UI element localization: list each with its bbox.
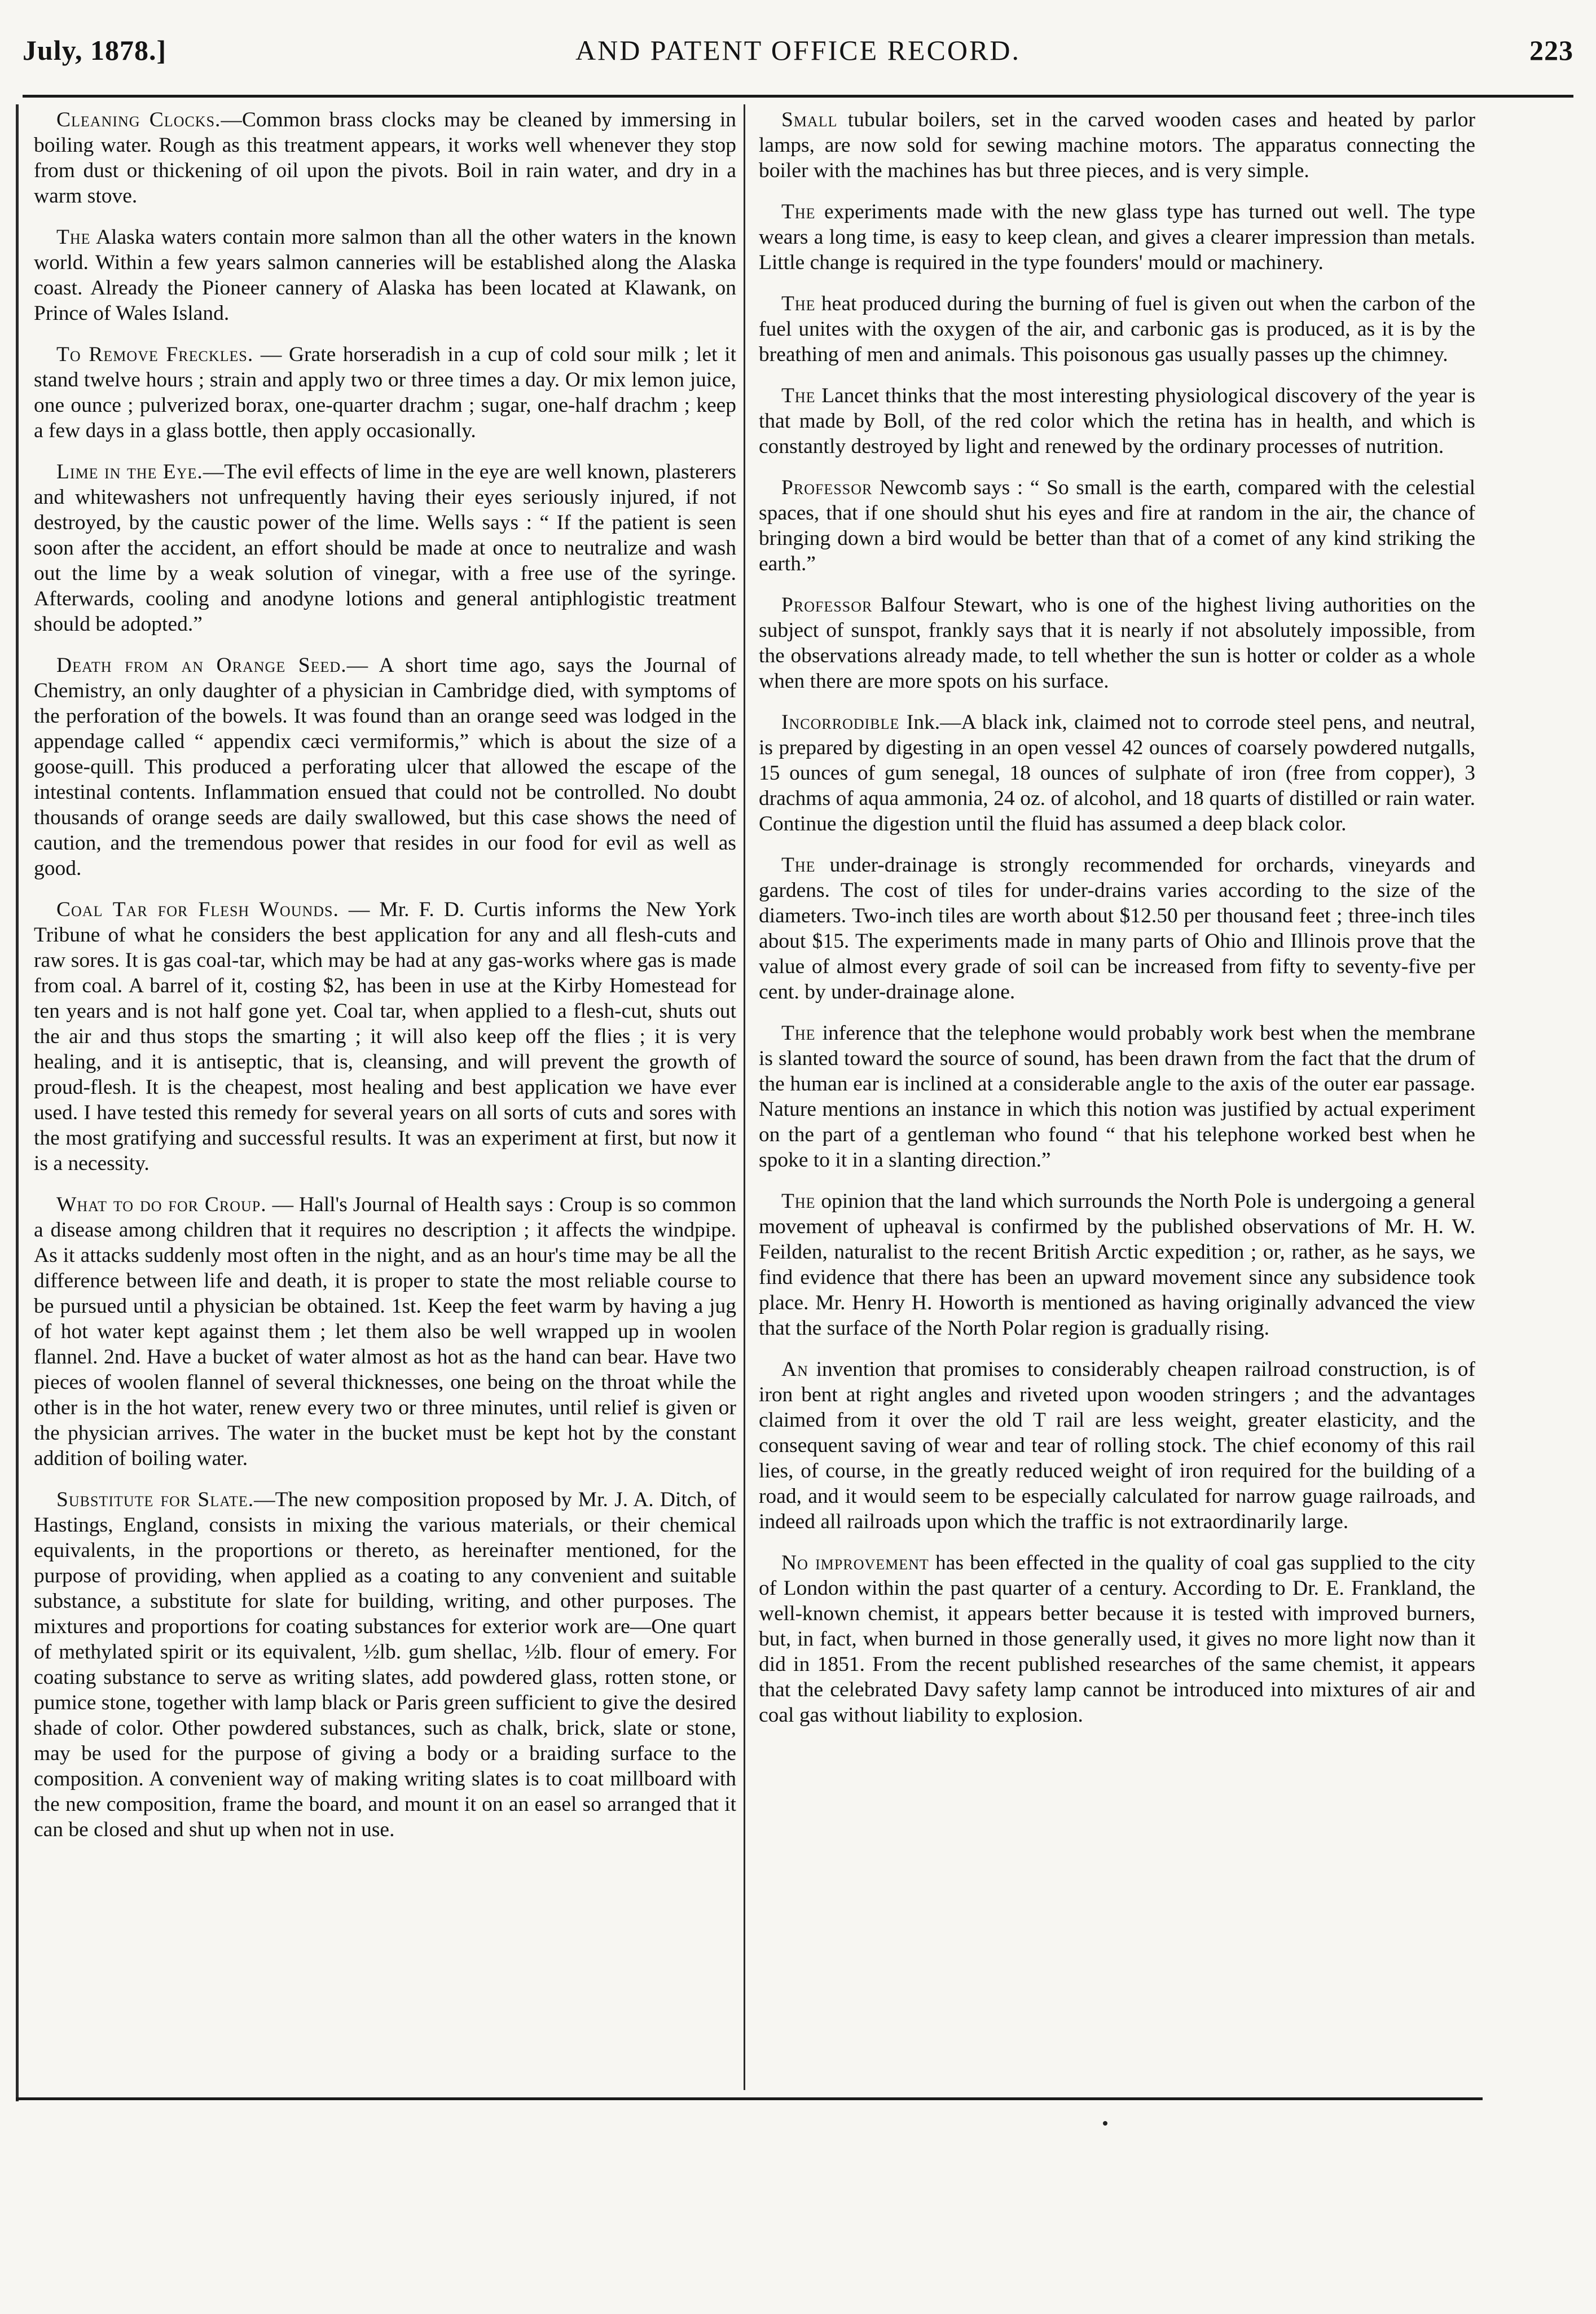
article-paragraph xyxy=(34,225,736,326)
article-heading: Professor xyxy=(781,476,873,499)
ink-dot xyxy=(1103,2121,1107,2126)
article-paragraph xyxy=(34,107,736,209)
issue-date: July, 1878.] xyxy=(23,34,167,66)
article-heading: The xyxy=(781,854,816,877)
article-heading: The xyxy=(781,200,816,223)
article-body: inference that the telephone would probably work best when the membrane is slanted toward the source of sound, has been drawn from the fact that the drum of the human ear is inclined at a considerable angle to the axis of the outer ear passage. Nature mentions an instance in which this notion was justified by actual experiment on the part of a gentleman who found “ that his telephone worked best when he spoke to it in a slanting direction.” xyxy=(759,1022,1475,1172)
article-heading: The xyxy=(781,292,816,315)
article-body: —The new composition proposed by Mr. J. A. Ditch, of Hastings, England, consists in mixing the various materials, or their chemical equivalents, in the proportions or thereto, as hereinafter mentioned, for the purpose of providing, when applied as a coating to any convenient and suitable substance, a substitute for slate for building, writing, and other purposes. The mixtures and proportions for coating substances for exterior work are—One quart of methylated spirit or its equivalent, ½lb. gum shellac, ½lb. flour of emery. For coating substance to serve as writing slates, add powdered glass, rotten stone, or pumice stone, together with lamp black or Paris green sufficient to give the desired shade of color. Other powdered substances, such as chalk, brick, slate or stone, may be used for the purpose of giving a body or a braiding surface to the composition. A convenient way of making writing slates is to coat millboard with the new composition, frame the board, and mount it on an easel so arranged that it can be closed and shut up when not in use. xyxy=(34,1488,736,1841)
article-paragraph xyxy=(759,383,1475,459)
article-heading: Coal Tar for Flesh Wounds. xyxy=(56,898,339,921)
header-rule xyxy=(23,95,1573,98)
left-column xyxy=(34,107,736,2082)
article-heading: The xyxy=(781,1190,816,1213)
article-heading: The xyxy=(781,384,816,407)
article-heading: Death from an Orange Seed. xyxy=(56,654,347,677)
publication-title: AND PATENT OFFICE RECORD. xyxy=(575,34,1021,66)
article-body: —Common brass clocks may be cleaned by immersing in boiling water. Rough as this treatment appears, it works well whenever they stop from dust or thickening of oil upon the pivots. Boil in rain water, and dry in a warm stove. xyxy=(34,108,736,208)
article-paragraph xyxy=(759,1020,1475,1173)
article-paragraph xyxy=(34,459,736,637)
article-body: opinion that the land which surrounds the North Pole is undergoing a general movement of upheaval is confirmed by the published observations of Mr. H. W. Feilden, naturalist to the recent British Arctic expedition ; or, rather, as he says, we find evidence that there has been an upward movement since any subsidence took place. Mr. Henry H. Howorth is mentioned as having originally advanced the view that the surface of the North Polar region is gradually rising. xyxy=(759,1190,1475,1340)
running-header xyxy=(23,34,1573,79)
article-body: Newcomb says : “ So small is the earth, compared with the celestial spaces, that if one should shut his eyes and fire at random in the air, the chance of bringing down a bird would be better than that of a comet of any kind striking the earth.” xyxy=(759,476,1475,575)
article-paragraph xyxy=(34,1192,736,1471)
article-body: — Hall's Journal of Health says : Croup is so common a disease among children that it requires no description ; it affects the windpipe. As it attacks suddenly most often in the night, and as an hour's time may be all the difference between life and death, it is proper to state the most reliable course to be pursued until a physician be obtained. 1st. Keep the feet warm by having a jug of hot water kept against them ; let them also be well wrapped up in woolen flannel. 2nd. Have a bucket of water almost as hot as the hand can bear. Have two pieces of woolen flannel of several thicknesses, one being on the throat while the other is in the hot water, renew every two or three minutes, until relief is given or the physician arrives. The water in the bucket must be kept hot by the constant addition of boiling water. xyxy=(34,1193,736,1470)
article-body: — Mr. F. D. Curtis informs the New York Tribune of what he considers the best application for any and all flesh-cuts and raw sores. It is gas coal-tar, which may be had at any gas-works where gas is made from coal. A barrel of it, costing $2, has been in use at the Kirby Homestead for ten years and is not half gone yet. Coal tar, when applied to a flesh-cut, shuts out the air and thus stops the smarting ; it will also keep off the flies ; it is very healing, and it is antiseptic, that is, cleansing, and will prevent the growth of proud-flesh. It is the cheapest, most healing and best application we have ever used. I have tested this remedy for several years on all sorts of cuts and sores with the most gratifying and successful results. It was an experiment at first, but now it is a necessity. xyxy=(34,898,736,1175)
article-body: Balfour Stewart, who is one of the highest living authorities on the subject of sunspot, frankly says that it is nearly if not absolutely impossible, from the observations already made, to tell whether the sun is hotter or colder as a whole when there are more spots on his surface. xyxy=(759,593,1475,693)
article-body: experiments made with the new glass type has turned out well. The type wears a long time, is easy to keep clean, and gives a clearer impression than metals. Little change is required in the type founders' mould or machinery. xyxy=(759,200,1475,274)
article-heading: Cleaning Clocks. xyxy=(56,108,221,131)
article-heading: Professor xyxy=(781,593,873,617)
article-heading: To Remove Freckles. xyxy=(56,343,254,366)
article-heading: The xyxy=(781,1022,816,1045)
article-heading: No improvement xyxy=(781,1551,929,1574)
article-body: — Grate horseradish in a cup of cold sour milk ; let it stand twelve hours ; strain and apply two or three times a day. Or mix lemon juice, one ounce ; pulverized borax, one-quarter drachm ; sugar, one-half drachm ; keep a few days in a glass bottle, then apply occasionally. xyxy=(34,343,736,442)
article-heading: What to do for Croup. xyxy=(56,1193,267,1216)
article-body: under-drainage is strongly recommended for orchards, vineyards and gardens. The cost of tiles for under-drains varies according to the size of the diameters. Two-inch tiles are worth about $12.50 per thousand feet ; three-inch tiles about $15. The experiments made in many parts of Ohio and Illinois prove that the value of almost every grade of soil can be increased from fifty to seventy-five per cent. by under-drainage alone. xyxy=(759,854,1475,1004)
article-paragraph xyxy=(34,1487,736,1842)
article-paragraph xyxy=(759,107,1475,183)
article-body: — A short time ago, says the Journal of Chemistry, an only daughter of a physician in Cambridge died, with symptoms of the perforation of the bowels. It was found than an orange seed was lodged in the appendage called “ appendix cæci vermiformis,” which is about the size of a goose-quill. This produced a perforating ulcer that allowed the escape of the intestinal contents. Inflammation ensued that could not be controlled. No doubt thousands of orange seeds are daily swallowed, but this case shows the need of caution, and the tremendous power that resides in our food for evil as well as good. xyxy=(34,654,736,880)
right-column xyxy=(759,107,1475,2082)
article-paragraph xyxy=(34,342,736,443)
article-paragraph xyxy=(759,475,1475,577)
article-heading: Small xyxy=(781,108,838,131)
article-paragraph xyxy=(759,592,1475,694)
article-paragraph xyxy=(759,1189,1475,1341)
left-border-rule xyxy=(16,104,19,2101)
article-body: invention that promises to considerably cheapen railroad construction, is of iron bent at right angles and riveted upon wooden stringers ; and the advantages claimed from it over the old T rail are less weight, greater elasticity, and the consequent saving of wear and tear of rolling stock. The chief economy of this rail lies, of course, in the greatly reduced weight of iron required for the building of a road, and it would seem to be especially calculated for narrow guage railroads, and indeed all railroads upon which the traffic is not extraordinarily large. xyxy=(759,1358,1475,1533)
article-heading: Lime in the Eye. xyxy=(56,460,203,483)
article-paragraph xyxy=(34,897,736,1176)
article-paragraph xyxy=(759,710,1475,837)
article-paragraph xyxy=(34,653,736,881)
column-divider xyxy=(744,104,745,2090)
article-paragraph xyxy=(759,199,1475,275)
article-body: tubular boilers, set in the carved wooden cases and heated by parlor lamps, are now sold for sewing machine motors. The apparatus connecting the boiler with the machines has but three pieces, and is very simple. xyxy=(759,108,1475,182)
article-body: heat produced during the burning of fuel is given out when the carbon of the fuel unites with the oxygen of the air, and carbonic gas is produced, as it is by the breathing of men and animals. This poisonous gas usually passes up the chimney. xyxy=(759,292,1475,366)
article-paragraph xyxy=(759,852,1475,1005)
article-body: Lancet thinks that the most interesting physiological discovery of the year is that made by Boll, of the red color which the retina has in health, and which is constantly destroyed by light and renewed by the ordinary processes of nutrition. xyxy=(759,384,1475,458)
article-paragraph xyxy=(759,1357,1475,1534)
article-body: Alaska waters contain more salmon than all the other waters in the known world. Within a few years salmon canneries will be established along the Alaska coast. Already the Pioneer cannery of Alaska has been located at Klawank, on Prince of Wales Island. xyxy=(34,226,736,325)
article-paragraph xyxy=(759,1550,1475,1728)
article-heading: Substitute for Slate. xyxy=(56,1488,254,1511)
article-body: has been effected in the quality of coal gas supplied to the city of London within the past quarter of a century. According to Dr. E. Frankland, the well-known chemist, it appears better because it is tested with improved burners, but, in fact, when burned in those generally used, it gives no more light now than it did in 1851. From the recent published researches of the same chemist, it appears that the celebrated Davy safety lamp cannot be introduced into mixtures of air and coal gas without liability to explosion. xyxy=(759,1551,1475,1727)
footer-rule xyxy=(16,2097,1483,2100)
article-heading: Incorrodible xyxy=(781,711,900,734)
article-body: —The evil effects of lime in the eye are well known, plasterers and whitewashers not unfrequently having their eyes seriously injured, if not destroyed, by the caustic power of the lime. Wells says : “ If the patient is seen soon after the accident, an effort should be made at once to neutralize and wash out the lime by a weak solution of vinegar, with a free use of the syringe. Afterwards, cooling and anodyne lotions and general antiphlogistic treatment should be adopted.” xyxy=(34,460,736,636)
article-paragraph xyxy=(759,291,1475,367)
page-number: 223 xyxy=(1529,34,1573,66)
article-heading: An xyxy=(781,1358,808,1381)
article-body: Ink.—A black ink, claimed not to corrode steel pens, and neutral, is prepared by digesting in an open vessel 42 ounces of coarsely powdered nutgalls, 15 ounces of gum senegal, 18 ounces of sulphate of iron (free from copper), 3 drachms of aqua ammonia, 24 oz. of alcohol, and 18 quarts of distilled or rain water. Continue the digestion until the fluid has assumed a deep black color. xyxy=(759,711,1475,835)
article-heading: The xyxy=(56,226,91,249)
